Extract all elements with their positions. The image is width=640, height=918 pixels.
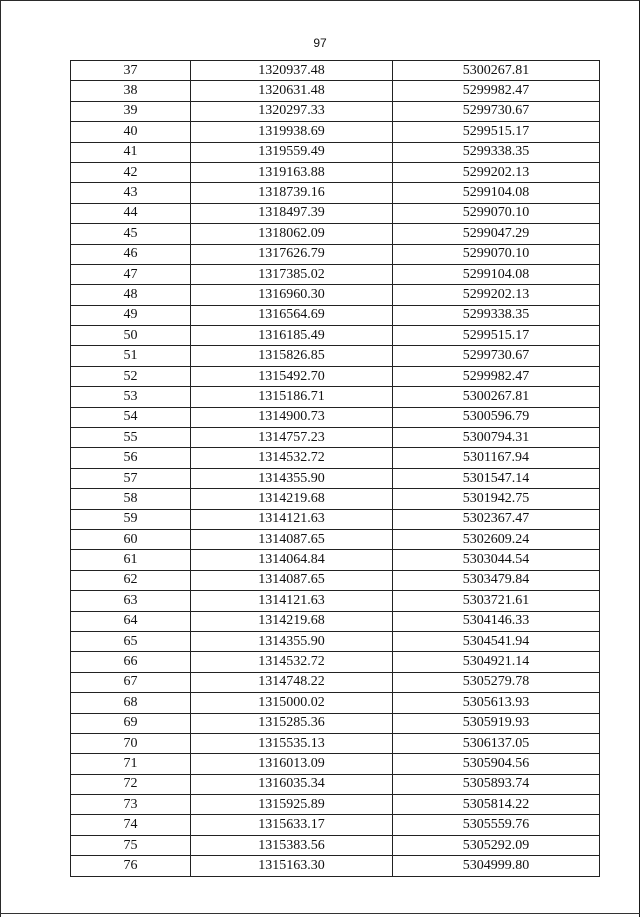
point-number-cell: 71 <box>71 754 191 774</box>
point-number-cell: 75 <box>71 835 191 855</box>
y-coordinate-cell: 5305814.22 <box>393 795 600 815</box>
point-number-cell: 59 <box>71 509 191 529</box>
y-coordinate-cell: 5299202.13 <box>393 285 600 305</box>
table-row <box>71 774 600 794</box>
y-coordinate-cell: 5299730.67 <box>393 101 600 121</box>
point-number-cell: 72 <box>71 774 191 794</box>
x-coordinate-cell: 1314355.90 <box>191 468 393 488</box>
table-row <box>71 122 600 142</box>
x-coordinate-cell: 1314219.68 <box>191 489 393 509</box>
y-coordinate-cell: 5299104.08 <box>393 264 600 284</box>
point-number-cell: 51 <box>71 346 191 366</box>
point-number-cell: 45 <box>71 224 191 244</box>
point-number-cell: 61 <box>71 550 191 570</box>
y-coordinate-cell: 5300267.81 <box>393 61 600 81</box>
x-coordinate-cell: 1316013.09 <box>191 754 393 774</box>
y-coordinate-cell: 5305893.74 <box>393 774 600 794</box>
y-coordinate-cell: 5304999.80 <box>393 856 600 876</box>
y-coordinate-cell: 5299730.67 <box>393 346 600 366</box>
y-coordinate-cell: 5299515.17 <box>393 122 600 142</box>
x-coordinate-cell: 1316185.49 <box>191 326 393 346</box>
point-number-cell: 46 <box>71 244 191 264</box>
y-coordinate-cell: 5299047.29 <box>393 224 600 244</box>
x-coordinate-cell: 1318062.09 <box>191 224 393 244</box>
table-row <box>71 61 600 81</box>
x-coordinate-cell: 1319938.69 <box>191 122 393 142</box>
y-coordinate-cell: 5306137.05 <box>393 733 600 753</box>
y-coordinate-cell: 5304541.94 <box>393 631 600 651</box>
table-row <box>71 754 600 774</box>
point-number-cell: 62 <box>71 570 191 590</box>
point-number-cell: 64 <box>71 611 191 631</box>
y-coordinate-cell: 5299070.10 <box>393 244 600 264</box>
point-number-cell: 41 <box>71 142 191 162</box>
x-coordinate-cell: 1314087.65 <box>191 529 393 549</box>
x-coordinate-cell: 1315633.17 <box>191 815 393 835</box>
table-row <box>71 529 600 549</box>
y-coordinate-cell: 5305613.93 <box>393 693 600 713</box>
table-row <box>71 244 600 264</box>
table-row <box>71 448 600 468</box>
point-number-cell: 58 <box>71 489 191 509</box>
x-coordinate-cell: 1318497.39 <box>191 203 393 223</box>
y-coordinate-cell: 5301547.14 <box>393 468 600 488</box>
table-row <box>71 183 600 203</box>
x-coordinate-cell: 1316035.34 <box>191 774 393 794</box>
x-coordinate-cell: 1316960.30 <box>191 285 393 305</box>
table-row <box>71 346 600 366</box>
x-coordinate-cell: 1317626.79 <box>191 244 393 264</box>
table-row <box>71 203 600 223</box>
table-row <box>71 611 600 631</box>
y-coordinate-cell: 5304146.33 <box>393 611 600 631</box>
point-number-cell: 40 <box>71 122 191 142</box>
x-coordinate-cell: 1315186.71 <box>191 387 393 407</box>
table-row <box>71 326 600 346</box>
point-number-cell: 37 <box>71 61 191 81</box>
x-coordinate-cell: 1315163.30 <box>191 856 393 876</box>
table-row <box>71 856 600 876</box>
y-coordinate-cell: 5300267.81 <box>393 387 600 407</box>
table-row <box>71 835 600 855</box>
point-number-cell: 76 <box>71 856 191 876</box>
x-coordinate-cell: 1314748.22 <box>191 672 393 692</box>
y-coordinate-cell: 5299338.35 <box>393 305 600 325</box>
x-coordinate-cell: 1314121.63 <box>191 591 393 611</box>
table-row <box>71 509 600 529</box>
x-coordinate-cell: 1315285.36 <box>191 713 393 733</box>
table-row <box>71 224 600 244</box>
table-row <box>71 570 600 590</box>
point-number-cell: 54 <box>71 407 191 427</box>
point-number-cell: 63 <box>71 591 191 611</box>
y-coordinate-cell: 5301167.94 <box>393 448 600 468</box>
point-number-cell: 56 <box>71 448 191 468</box>
point-number-cell: 53 <box>71 387 191 407</box>
point-number-cell: 74 <box>71 815 191 835</box>
page-bottom-edge <box>0 913 640 914</box>
point-number-cell: 48 <box>71 285 191 305</box>
x-coordinate-cell: 1316564.69 <box>191 305 393 325</box>
table-row <box>71 713 600 733</box>
table-row <box>71 305 600 325</box>
table-row <box>71 591 600 611</box>
point-number-cell: 44 <box>71 203 191 223</box>
x-coordinate-cell: 1315492.70 <box>191 366 393 386</box>
y-coordinate-cell: 5300794.31 <box>393 428 600 448</box>
x-coordinate-cell: 1320937.48 <box>191 61 393 81</box>
x-coordinate-cell: 1314532.72 <box>191 448 393 468</box>
y-coordinate-cell: 5301942.75 <box>393 489 600 509</box>
point-number-cell: 38 <box>71 81 191 101</box>
x-coordinate-cell: 1314087.65 <box>191 570 393 590</box>
y-coordinate-cell: 5303479.84 <box>393 570 600 590</box>
point-number-cell: 52 <box>71 366 191 386</box>
point-number-cell: 49 <box>71 305 191 325</box>
table-row <box>71 468 600 488</box>
x-coordinate-cell: 1315925.89 <box>191 795 393 815</box>
point-number-cell: 39 <box>71 101 191 121</box>
point-number-cell: 47 <box>71 264 191 284</box>
point-number-cell: 67 <box>71 672 191 692</box>
point-number-cell: 68 <box>71 693 191 713</box>
x-coordinate-cell: 1315535.13 <box>191 733 393 753</box>
table-row <box>71 387 600 407</box>
y-coordinate-cell: 5299104.08 <box>393 183 600 203</box>
table-row <box>71 693 600 713</box>
point-number-cell: 42 <box>71 162 191 182</box>
point-number-cell: 73 <box>71 795 191 815</box>
table-row <box>71 101 600 121</box>
x-coordinate-cell: 1314900.73 <box>191 407 393 427</box>
x-coordinate-cell: 1314757.23 <box>191 428 393 448</box>
y-coordinate-cell: 5305279.78 <box>393 672 600 692</box>
point-number-cell: 65 <box>71 631 191 651</box>
x-coordinate-cell: 1318739.16 <box>191 183 393 203</box>
point-number-cell: 50 <box>71 326 191 346</box>
table-row <box>71 815 600 835</box>
table-row <box>71 428 600 448</box>
x-coordinate-cell: 1320297.33 <box>191 101 393 121</box>
table-row <box>71 162 600 182</box>
table-row <box>71 285 600 305</box>
table-row <box>71 142 600 162</box>
page-number: 97 <box>313 36 327 50</box>
y-coordinate-cell: 5302609.24 <box>393 529 600 549</box>
x-coordinate-cell: 1315000.02 <box>191 693 393 713</box>
x-coordinate-cell: 1317385.02 <box>191 264 393 284</box>
y-coordinate-cell: 5299338.35 <box>393 142 600 162</box>
y-coordinate-cell: 5303721.61 <box>393 591 600 611</box>
table-row <box>71 550 600 570</box>
y-coordinate-cell: 5304921.14 <box>393 652 600 672</box>
table-row <box>71 366 600 386</box>
y-coordinate-cell: 5299070.10 <box>393 203 600 223</box>
table-row <box>71 631 600 651</box>
coordinates-table <box>70 60 600 877</box>
table-row <box>71 264 600 284</box>
x-coordinate-cell: 1320631.48 <box>191 81 393 101</box>
x-coordinate-cell: 1315826.85 <box>191 346 393 366</box>
y-coordinate-cell: 5303044.54 <box>393 550 600 570</box>
table-row <box>71 795 600 815</box>
point-number-cell: 66 <box>71 652 191 672</box>
coordinates-table-body <box>71 61 600 877</box>
table-row <box>71 489 600 509</box>
point-number-cell: 60 <box>71 529 191 549</box>
point-number-cell: 69 <box>71 713 191 733</box>
x-coordinate-cell: 1314121.63 <box>191 509 393 529</box>
y-coordinate-cell: 5302367.47 <box>393 509 600 529</box>
point-number-cell: 70 <box>71 733 191 753</box>
y-coordinate-cell: 5299982.47 <box>393 81 600 101</box>
y-coordinate-cell: 5300596.79 <box>393 407 600 427</box>
x-coordinate-cell: 1319163.88 <box>191 162 393 182</box>
y-coordinate-cell: 5305559.76 <box>393 815 600 835</box>
x-coordinate-cell: 1314064.84 <box>191 550 393 570</box>
y-coordinate-cell: 5305904.56 <box>393 754 600 774</box>
y-coordinate-cell: 5299202.13 <box>393 162 600 182</box>
table-row <box>71 733 600 753</box>
table-row <box>71 407 600 427</box>
x-coordinate-cell: 1315383.56 <box>191 835 393 855</box>
point-number-cell: 57 <box>71 468 191 488</box>
point-number-cell: 43 <box>71 183 191 203</box>
table-row <box>71 652 600 672</box>
y-coordinate-cell: 5299515.17 <box>393 326 600 346</box>
y-coordinate-cell: 5305919.93 <box>393 713 600 733</box>
x-coordinate-cell: 1319559.49 <box>191 142 393 162</box>
y-coordinate-cell: 5305292.09 <box>393 835 600 855</box>
x-coordinate-cell: 1314219.68 <box>191 611 393 631</box>
point-number-cell: 55 <box>71 428 191 448</box>
table-row <box>71 672 600 692</box>
x-coordinate-cell: 1314355.90 <box>191 631 393 651</box>
x-coordinate-cell: 1314532.72 <box>191 652 393 672</box>
table-row <box>71 81 600 101</box>
y-coordinate-cell: 5299982.47 <box>393 366 600 386</box>
